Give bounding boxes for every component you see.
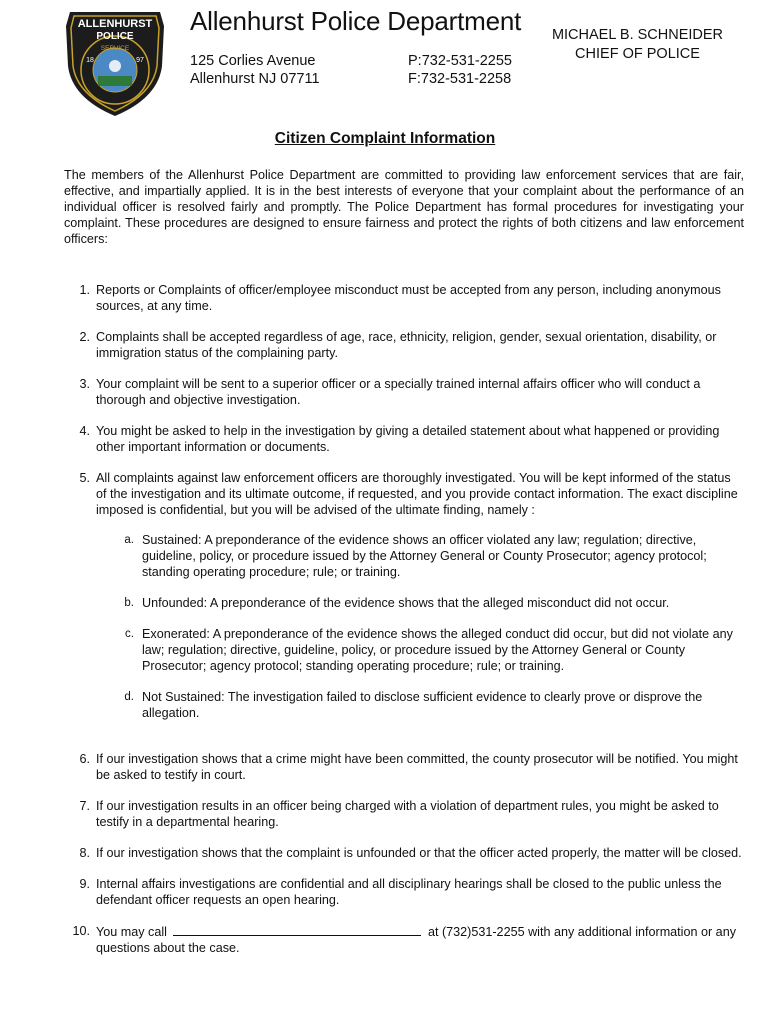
finding-letter: b.	[124, 597, 134, 609]
chief-title: CHIEF OF POLICE	[575, 46, 700, 62]
list-item-text: If our investigation shows that the complaint is unfounded or that the officer acted properly, the matter will be closed.	[96, 846, 742, 860]
list-item	[64, 751, 744, 783]
finding-letter: d.	[124, 691, 134, 703]
finding-types-list	[96, 532, 744, 721]
badge-middle-text: POLICE	[96, 31, 134, 42]
complaint-info-list	[64, 282, 744, 971]
finding-letter: a.	[124, 534, 134, 546]
list-item-text: If our investigation results in an officer being charged with a violation of department rules, you might be asked to testify in a departmental hearing.	[96, 799, 719, 829]
list-item-number: 5.	[79, 471, 90, 485]
finding-letter: c.	[125, 628, 134, 640]
badge-year-right: 97	[136, 57, 144, 64]
badge-top-text: ALLENHURST	[77, 18, 153, 30]
list-item-number: 9.	[79, 877, 90, 891]
badge-year-left: 18	[86, 57, 94, 64]
list-item-number: 7.	[79, 799, 90, 813]
finding-type-item	[96, 595, 744, 611]
list-item-text: You might be asked to help in the investigation by giving a detailed statement about what happened or providing other important information or documents.	[96, 424, 720, 454]
list-item	[64, 845, 744, 861]
list-item-number: 6.	[79, 752, 90, 766]
list-item	[64, 923, 744, 956]
list-item-text: Internal affairs investigations are confidential and all disciplinary hearings shall be closed to the public unless the defendant officer requests an open hearing.	[96, 877, 722, 907]
list-item	[64, 329, 744, 361]
finding-text: Unfounded: A preponderance of the evidence shows that the alleged misconduct did not occur.	[142, 596, 670, 610]
police-badge-logo	[60, 6, 170, 118]
list-item-text: Complaints shall be accepted regardless of age, race, ethnicity, religion, gender, sexual orientation, disability, or immigration status of the complaining party.	[96, 330, 717, 360]
list-item	[64, 423, 744, 455]
chief-block	[530, 26, 745, 64]
fax-number: F:732-531-2258	[408, 71, 512, 87]
list-item-number: 3.	[79, 377, 90, 391]
finding-type-item	[96, 532, 744, 580]
department-title: Allenhurst Police Department	[190, 6, 522, 36]
list-item-number: 10.	[72, 924, 90, 938]
list-item	[64, 470, 744, 736]
badge-service-text: SERVICE	[100, 45, 130, 52]
list-item	[64, 282, 744, 314]
list-item-number: 2.	[79, 330, 90, 344]
chief-name: MICHAEL B. SCHNEIDER	[551, 27, 724, 43]
document-title: Citizen Complaint Information	[274, 130, 496, 147]
finding-text: Sustained: A preponderance of the evidence shows an officer violated any law; regulation; directive, guideline, policy, or procedure issued by the Attorney General or County Prosecutor; agency protocol; standing operating procedure; rule; or training.	[142, 533, 707, 579]
list-item-number: 4.	[79, 424, 90, 438]
department-contact	[408, 52, 512, 88]
list-item	[64, 376, 744, 408]
list-item-number: 8.	[79, 846, 90, 860]
list-item	[64, 798, 744, 830]
list-item-text: Your complaint will be sent to a superior officer or a specially trained internal affairs officer who will conduct a thorough and objective investigation.	[96, 377, 701, 407]
list-item-text: If our investigation shows that a crime might have been committed, the county prosecutor will be notified. You might be asked to testify in court.	[96, 752, 738, 782]
finding-type-item	[96, 626, 744, 674]
department-address	[190, 52, 320, 88]
finding-text: Not Sustained: The investigation failed to disclose sufficient evidence to clearly prove or disprove the allegation.	[142, 690, 703, 720]
list-item-text: All complaints against law enforcement officers are thoroughly investigated. You will be kept informed of the status of the investigation and its ultimate outcome, if requested, and you provide contact information. The exact discipline imposed is confidential, but you will be advised of the ultimate finding, namely : a. Sustained: A preponderance of the evidence shows an officer violated any law; regulation; directive, guideline, policy, or procedure issued by the Attorney General or County Prosecutor; agency protocol; standing operating procedure; rule; or training. b. Unfounded: A preponderance of the evidence shows that the alleged misconduct did not occur. c. Exonerated: A preponderance of the evidence shows the alleged conduct did occur, but did not violate any law; regulation; directive, guideline, policy, or procedure issued by the Attorney General or County Prosecutor; agency protocol; standing operating procedure; rule; or training. d. Not Sustained: The investigation failed to disclose sufficient evidence to clearly prove or disprove the allegation.	[96, 470, 744, 736]
list-item	[64, 876, 744, 908]
address-line-1: 125 Corlies Avenue	[190, 53, 316, 69]
finding-type-item	[96, 689, 744, 721]
list-item-number: 1.	[79, 283, 90, 297]
list-item-text: You may call at (732)531-2255 with any additional information or any questions about the case.	[96, 925, 736, 955]
address-line-2: Allenhurst NJ 07711	[190, 71, 320, 87]
phone-contact-blank-line[interactable]	[173, 923, 421, 936]
phone-number: P:732-531-2255	[408, 53, 512, 69]
list-item-text: Reports or Complaints of officer/employee misconduct must be accepted from any person, including anonymous sources, at any time.	[96, 283, 721, 313]
intro-paragraph: The members of the Allenhurst Police Department are committed to providing law enforcement services that are fair, effective, and impartially applied. It is in the best interests of everyone that your complaint about the performance of an individual officer is resolved fairly and promptly. The Police Department has formal procedures for investigating your complaint. These procedures are designed to ensure fairness and protect the rights of both citizens and law enforcement officers:	[64, 168, 744, 246]
finding-text: Exonerated: A preponderance of the evidence shows the alleged conduct did occur, but did not violate any law; regulation; directive, guideline, policy, or procedure issued by the Attorney General or County Prosecutor; agency protocol; standing operating procedure; rule; or training.	[142, 627, 733, 673]
